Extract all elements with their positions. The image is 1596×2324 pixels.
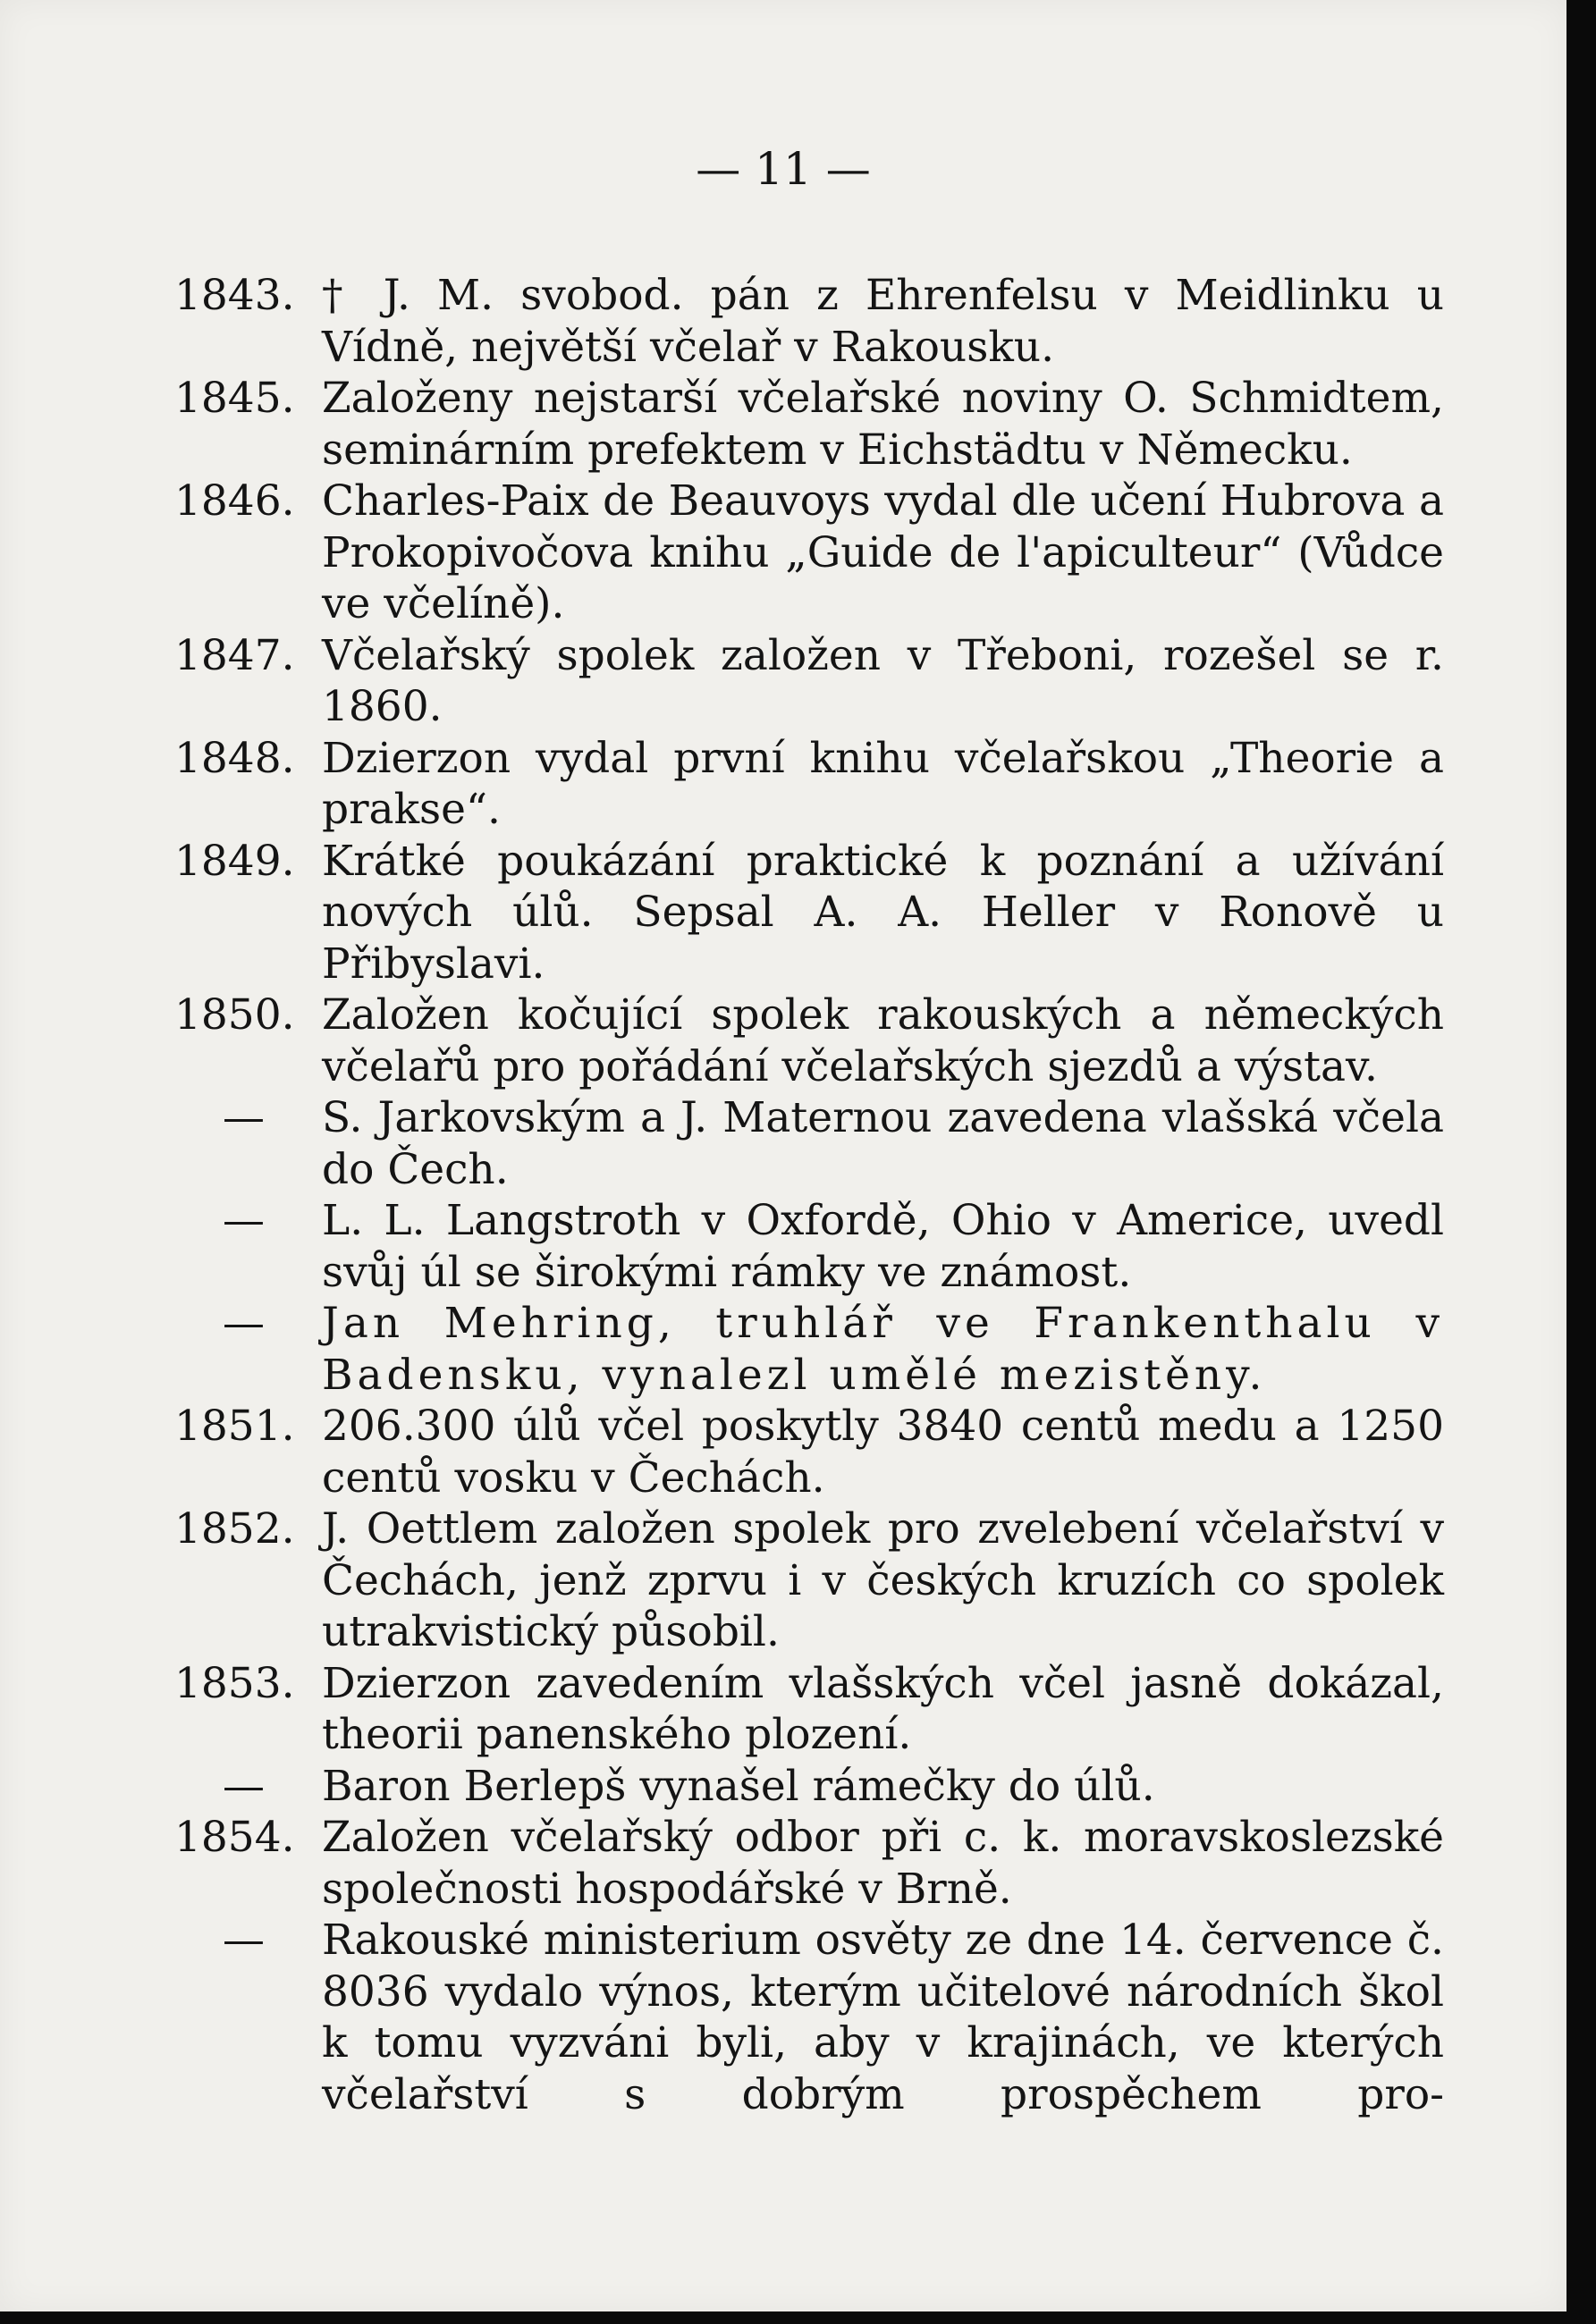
entry-year: 1847. [174,630,295,680]
entry-year: 1846. [174,476,295,526]
entry-text: Dzierzon zavedením vlašských včel jasně dokázal, theorii panenského plození. [322,1658,1444,1759]
entry-year: — [223,1916,265,1965]
entry-text: † J. M. svobod. pán z Ehrenfelsu v Meidlinku u Vídně, největší včelař v Rakousku. [322,271,1444,372]
chronology-entry [174,630,1444,733]
chronology-entry [174,1503,1444,1658]
chronology-entry [174,1915,1444,2120]
chronology-entry [174,1761,1444,1813]
chronology-entry [174,1298,1444,1401]
entry-text: S. Jarkovským a J. Maternou zavedena vlašská včela do Čech. [322,1093,1444,1194]
entry-text: Založen včelařský odbor při c. k. moravskoslezské společnosti hospodářské v Brně. [322,1813,1444,1914]
entry-text: Baron Berlepš vynašel rámečky do úlů. [322,1761,1155,1811]
chronology-entry [174,836,1444,990]
entry-text: J. Oettlem založen spolek pro zvelebení včelařství v Čechách, jenž zprvu i v českých kruzích co spolek utrakvistický působil. [322,1504,1444,1656]
entry-year: 1853. [174,1658,295,1708]
entry-text: Dzierzon vydal první knihu včelařskou „Theorie a prakse“. [322,733,1444,834]
entry-year: 1845. [174,374,295,423]
entry-text: Včelařský spolek založen v Třeboni, rozešel se r. 1860. [322,630,1444,731]
entry-year: 1851. [174,1402,295,1451]
entry-text: Rakouské ministerium osvěty ze dne 14. července č. 8036 vydalo výnos, kterým učitelové národních škol k tomu vyzváni byli, aby v krajinách, ve kterých včelařství s dobrým prospěchem pro- [322,1916,1444,2119]
entry-year: 1850. [174,990,295,1040]
chronology-entry [174,1812,1444,1915]
entry-text: Krátké poukázání praktické k poznání a užívání nových úlů. Sepsal A. A. Heller v Ronově u Přibyslavi. [322,836,1444,989]
entry-text: L. L. Langstroth v Oxfordě, Ohio v Americe, uvedl svůj úl se širokými rámky ve známost. [322,1196,1444,1297]
entry-year: 1852. [174,1504,295,1554]
entry-text: Založen kočující spolek rakouských a německých včelařů pro pořádání včelařských sjezdů a výstav. [322,990,1444,1091]
chronology-entry [174,270,1444,373]
entry-year: — [223,1761,265,1811]
entry-text: Jan Mehring, truhlář ve Frankenthalu v Badensku, vynalezl umělé mezistěny. [322,1299,1444,1400]
entry-year: 1854. [174,1813,295,1862]
entry-year: — [223,1196,265,1245]
chronology-entry [174,1092,1444,1195]
chronology-entry [174,989,1444,1092]
chronology-entry [174,476,1444,630]
chronology-entry [174,1195,1444,1298]
entry-year: 1843. [174,271,295,320]
entry-year: 1849. [174,836,295,886]
entry-year: — [223,1299,265,1348]
entry-text: Založeny nejstarší včelařské noviny O. Schmidtem, seminárním prefektem v Eichstädtu v Německu. [322,374,1444,475]
chronology-entry [174,1658,1444,1761]
chronology-entry [174,373,1444,476]
entry-year: — [223,1093,265,1142]
chronology-entry [174,1401,1444,1503]
chronology-list [174,270,1444,2120]
entry-year: 1848. [174,733,295,783]
page-number: — 11 — [696,143,871,195]
entry-text: Charles-Paix de Beauvoys vydal dle učení Hubrova a Prokopivočova knihu „Guide de l'apiculteur“ (Vůdce ve včelíně). [322,476,1444,628]
entry-text: 206.300 úlů včel poskytly 3840 centů medu a 1250 centů vosku v Čechách. [322,1402,1444,1503]
chronology-entry [174,733,1444,836]
